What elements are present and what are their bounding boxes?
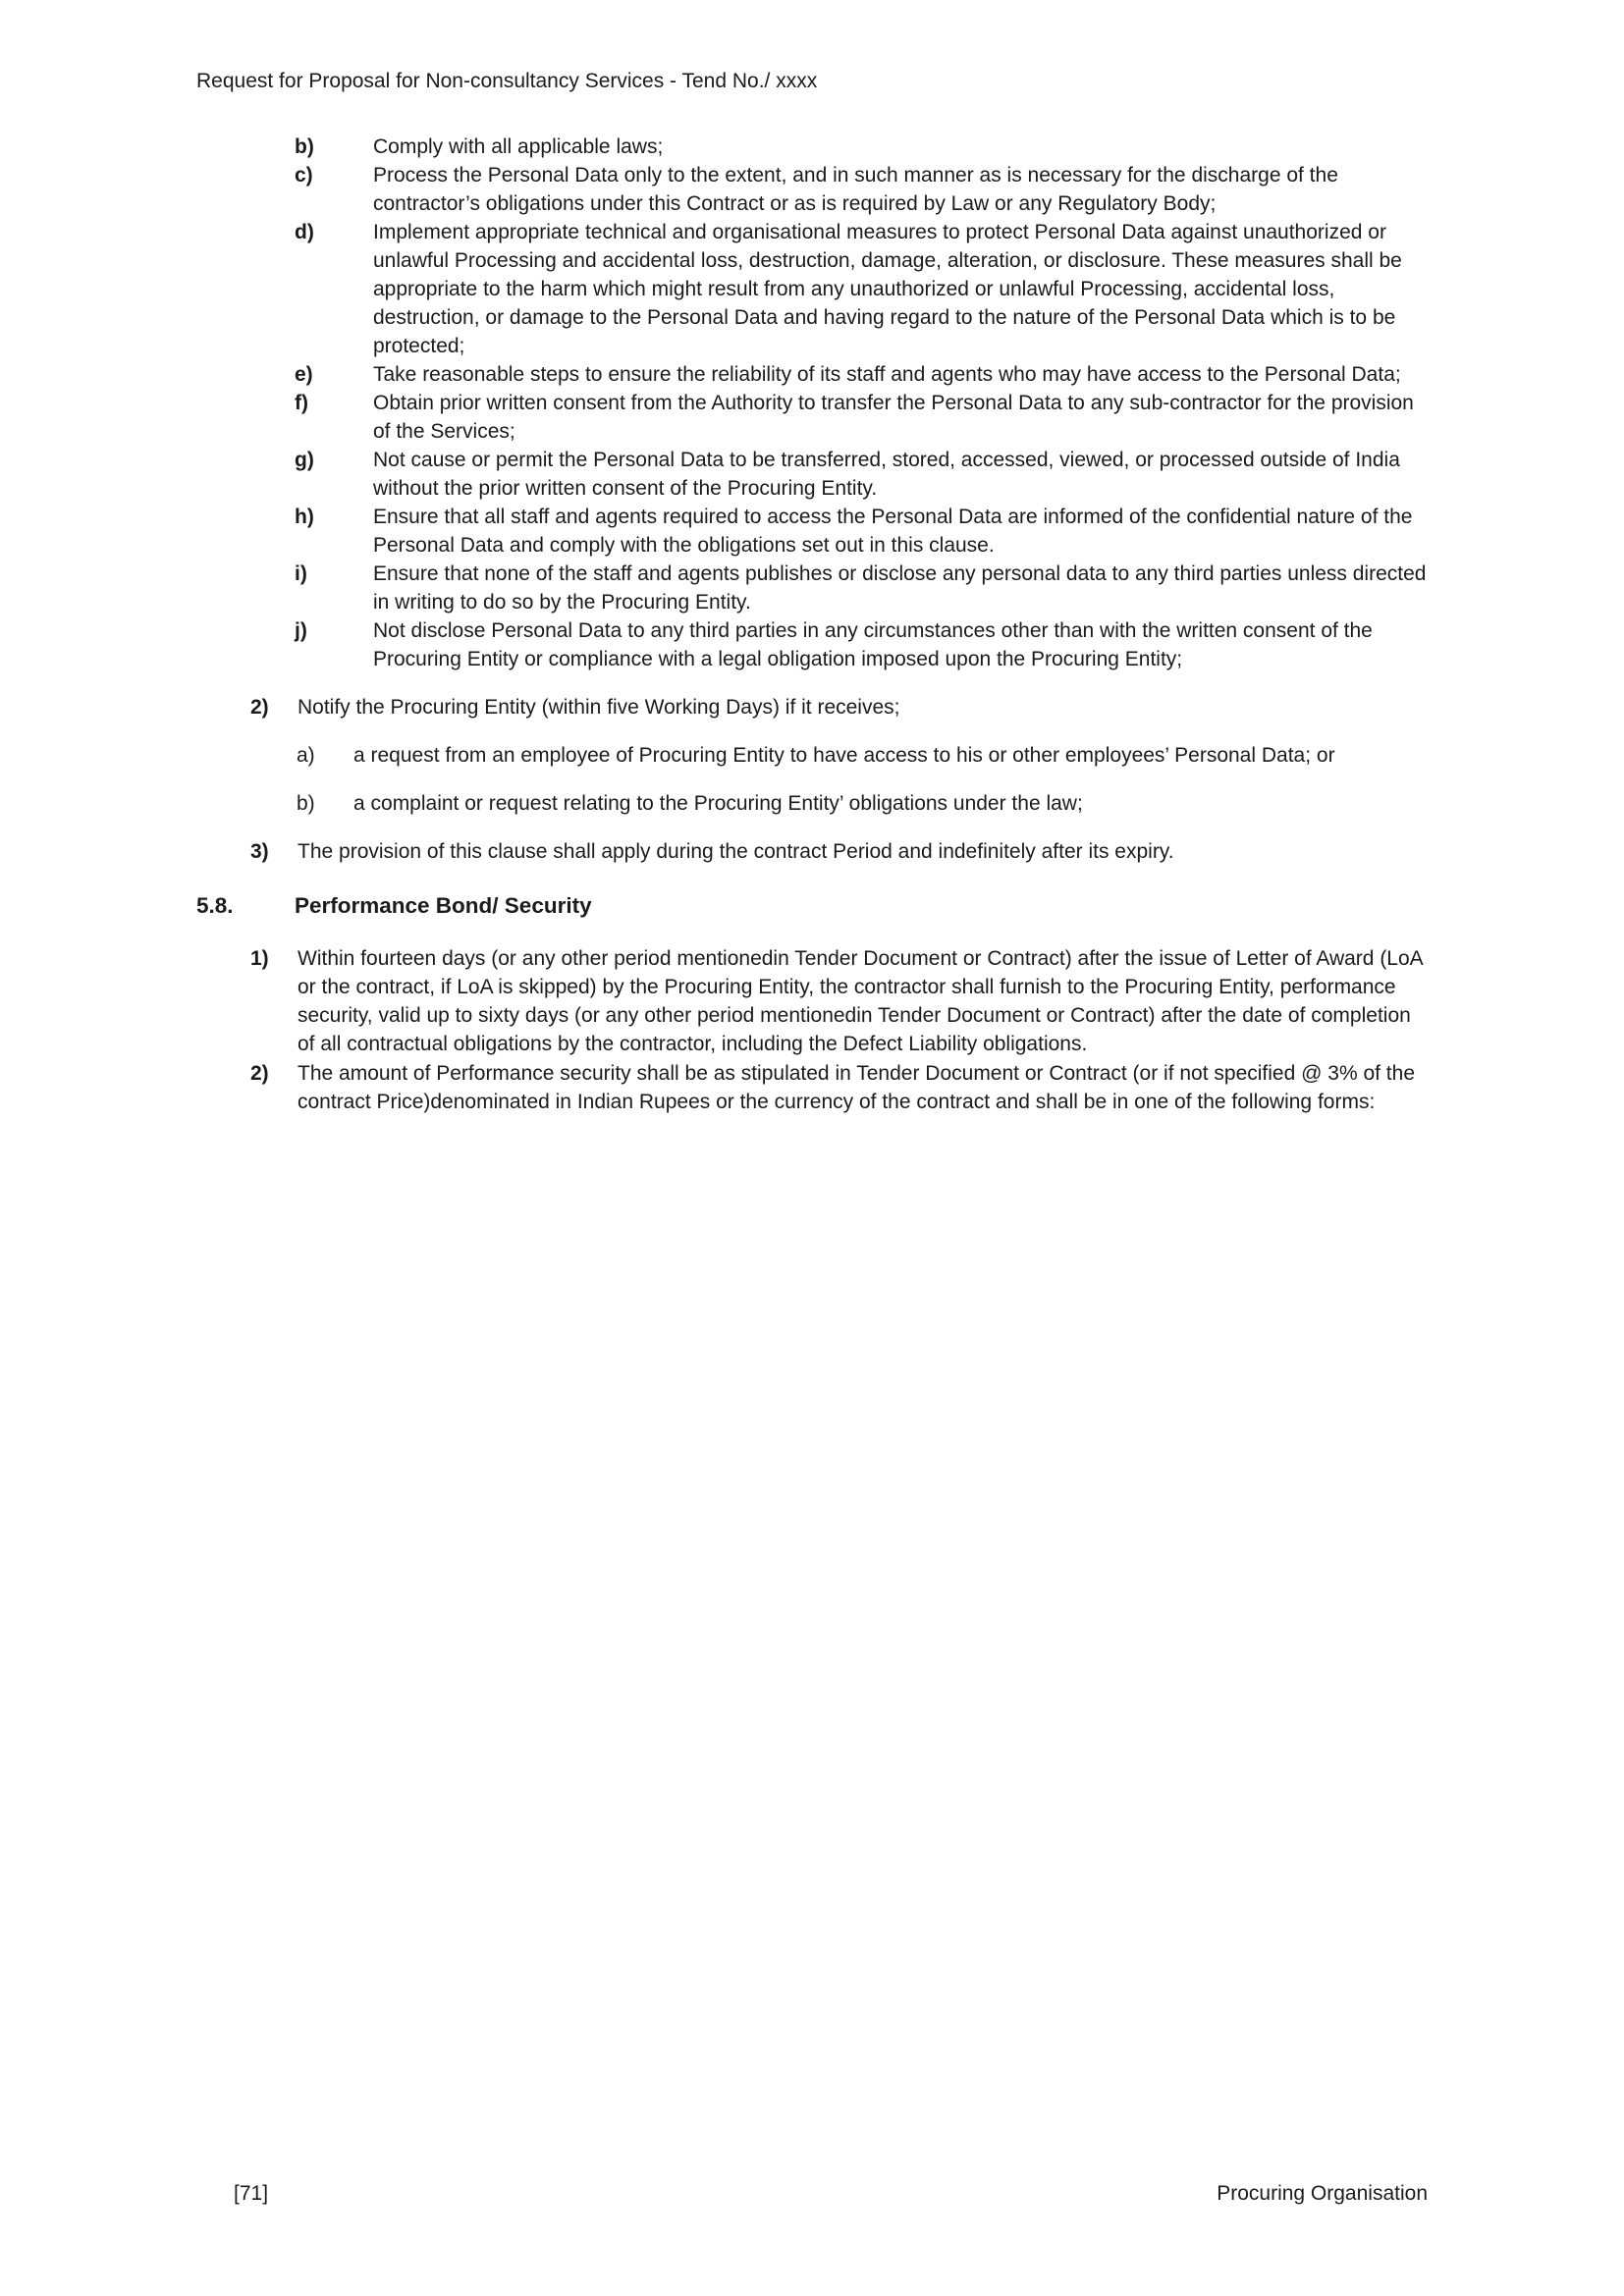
list-item <box>295 389 1428 446</box>
list-item-text: Ensure that all staff and agents required to access the Personal Data are informed of the confidential nature of the Personal Data and comply with the obligations set out in this clause. <box>373 506 1413 557</box>
lettered-clause-list <box>295 133 1428 673</box>
list-item-text: Ensure that none of the staff and agents publishes or disclose any personal data to any third parties unless directed in writing to do so by the Procuring Entity. <box>373 562 1427 614</box>
list-item-text: Comply with all applicable laws; <box>373 135 664 158</box>
numbered-item-label: 2) <box>250 1062 269 1085</box>
list-item-text: Process the Personal Data only to the extent, and in such manner as is necessary for the discharge of the contractor’s obligations under this Contract or as is required by Law or any Regulatory Body; <box>373 164 1338 215</box>
list-item <box>295 360 1428 389</box>
section-5-8-items <box>196 944 1428 1116</box>
list-item <box>295 218 1428 360</box>
footer-organisation: Procuring Organisation <box>1217 2182 1428 2205</box>
list-item-label: e) <box>295 363 313 386</box>
list-item-label: c) <box>295 164 313 187</box>
list-item <box>295 616 1428 673</box>
section-title: Performance Bond/ Security <box>295 893 592 918</box>
list-item <box>295 161 1428 218</box>
section-heading-5-8 <box>196 891 1428 921</box>
list-item-label: b) <box>295 135 314 158</box>
sub-list-item <box>297 741 1428 770</box>
list-item-text: Obtain prior written consent from the Authority to transfer the Personal Data to any sub-contractor for the provision of the Services; <box>373 392 1414 443</box>
list-item-text: Take reasonable steps to ensure the reliability of its staff and agents who may have access to the Personal Data; <box>373 363 1401 386</box>
list-item <box>295 503 1428 560</box>
sub-list-item-label: a) <box>297 744 315 767</box>
list-item-text: Implement appropriate technical and organisational measures to protect Personal Data against unauthorized or unlawful Processing and accidental loss, destruction, damage, alteration, or disclosure. These measures shall be appropriate to the harm which might result from any unauthorized or unlawful Processing, accidental loss, destruction, or damage to the Personal Data and having regard to the nature of the Personal Data which is to be protected; <box>373 221 1402 357</box>
numbered-item-text: Within fourteen days (or any other period mentionedin Tender Document or Contract) after the issue of Letter of Award (LoA or the contract, if LoA is skipped) by the Procuring Entity, the contractor shall furnish to the Procuring Entity, performance security, valid up to sixty days (or any other period mentionedin Tender Document or Contract) after the date of completion of all contractual obligations by the contractor, including the Defect Liability obligations. <box>298 947 1423 1055</box>
numbered-item-label: 2) <box>250 696 269 719</box>
sub-list-item-text: a complaint or request relating to the Procuring Entity’ obligations under the law; <box>353 792 1083 815</box>
list-item <box>295 446 1428 503</box>
numbered-item-2 <box>250 693 1428 721</box>
sub-list-item-text: a request from an employee of Procuring Entity to have access to his or other employees’ Personal Data; or <box>353 744 1335 767</box>
list-item-label: g) <box>295 449 314 471</box>
numbered-item-text: The provision of this clause shall apply during the contract Period and indefinitely after its expiry. <box>298 840 1174 863</box>
list-item-text: Not disclose Personal Data to any third parties in any circumstances other than with the written consent of the Procuring Entity or compliance with a legal obligation imposed upon the Procuring Entity; <box>373 619 1373 670</box>
numbered-item-label: 1) <box>250 947 269 970</box>
document-header-title: Request for Proposal for Non-consultancy Services - Tend No./ xxxx <box>196 70 818 92</box>
list-item-label: f) <box>295 392 308 414</box>
list-item-label: d) <box>295 221 314 243</box>
numbered-item <box>250 1059 1428 1116</box>
section-number: 5.8. <box>196 893 234 918</box>
page-footer <box>234 2179 1428 2208</box>
list-item <box>295 560 1428 616</box>
list-item-label: h) <box>295 506 314 528</box>
numbered-item-3 <box>250 837 1428 866</box>
numbered-item <box>250 944 1428 1058</box>
sub-list-item <box>297 789 1428 818</box>
numbered-item-label: 3) <box>250 840 269 863</box>
list-item <box>295 133 1428 161</box>
numbered-item-text: The amount of Performance security shall be as stipulated in Tender Document or Contract (or if not specified @ 3% of the contract Price)denominated in Indian Rupees or the currency of the contract and shall be in one of the following forms: <box>298 1062 1415 1113</box>
list-item-label: i) <box>295 562 307 585</box>
page-number: [71] <box>234 2182 269 2205</box>
list-item-label: j) <box>295 619 307 642</box>
numbered-item-text: Notify the Procuring Entity (within five Working Days) if it receives; <box>298 696 900 719</box>
sub-list-item-label: b) <box>297 792 315 815</box>
list-item-text: Not cause or permit the Personal Data to be transferred, stored, accessed, viewed, or processed outside of India without the prior written consent of the Procuring Entity. <box>373 449 1400 500</box>
